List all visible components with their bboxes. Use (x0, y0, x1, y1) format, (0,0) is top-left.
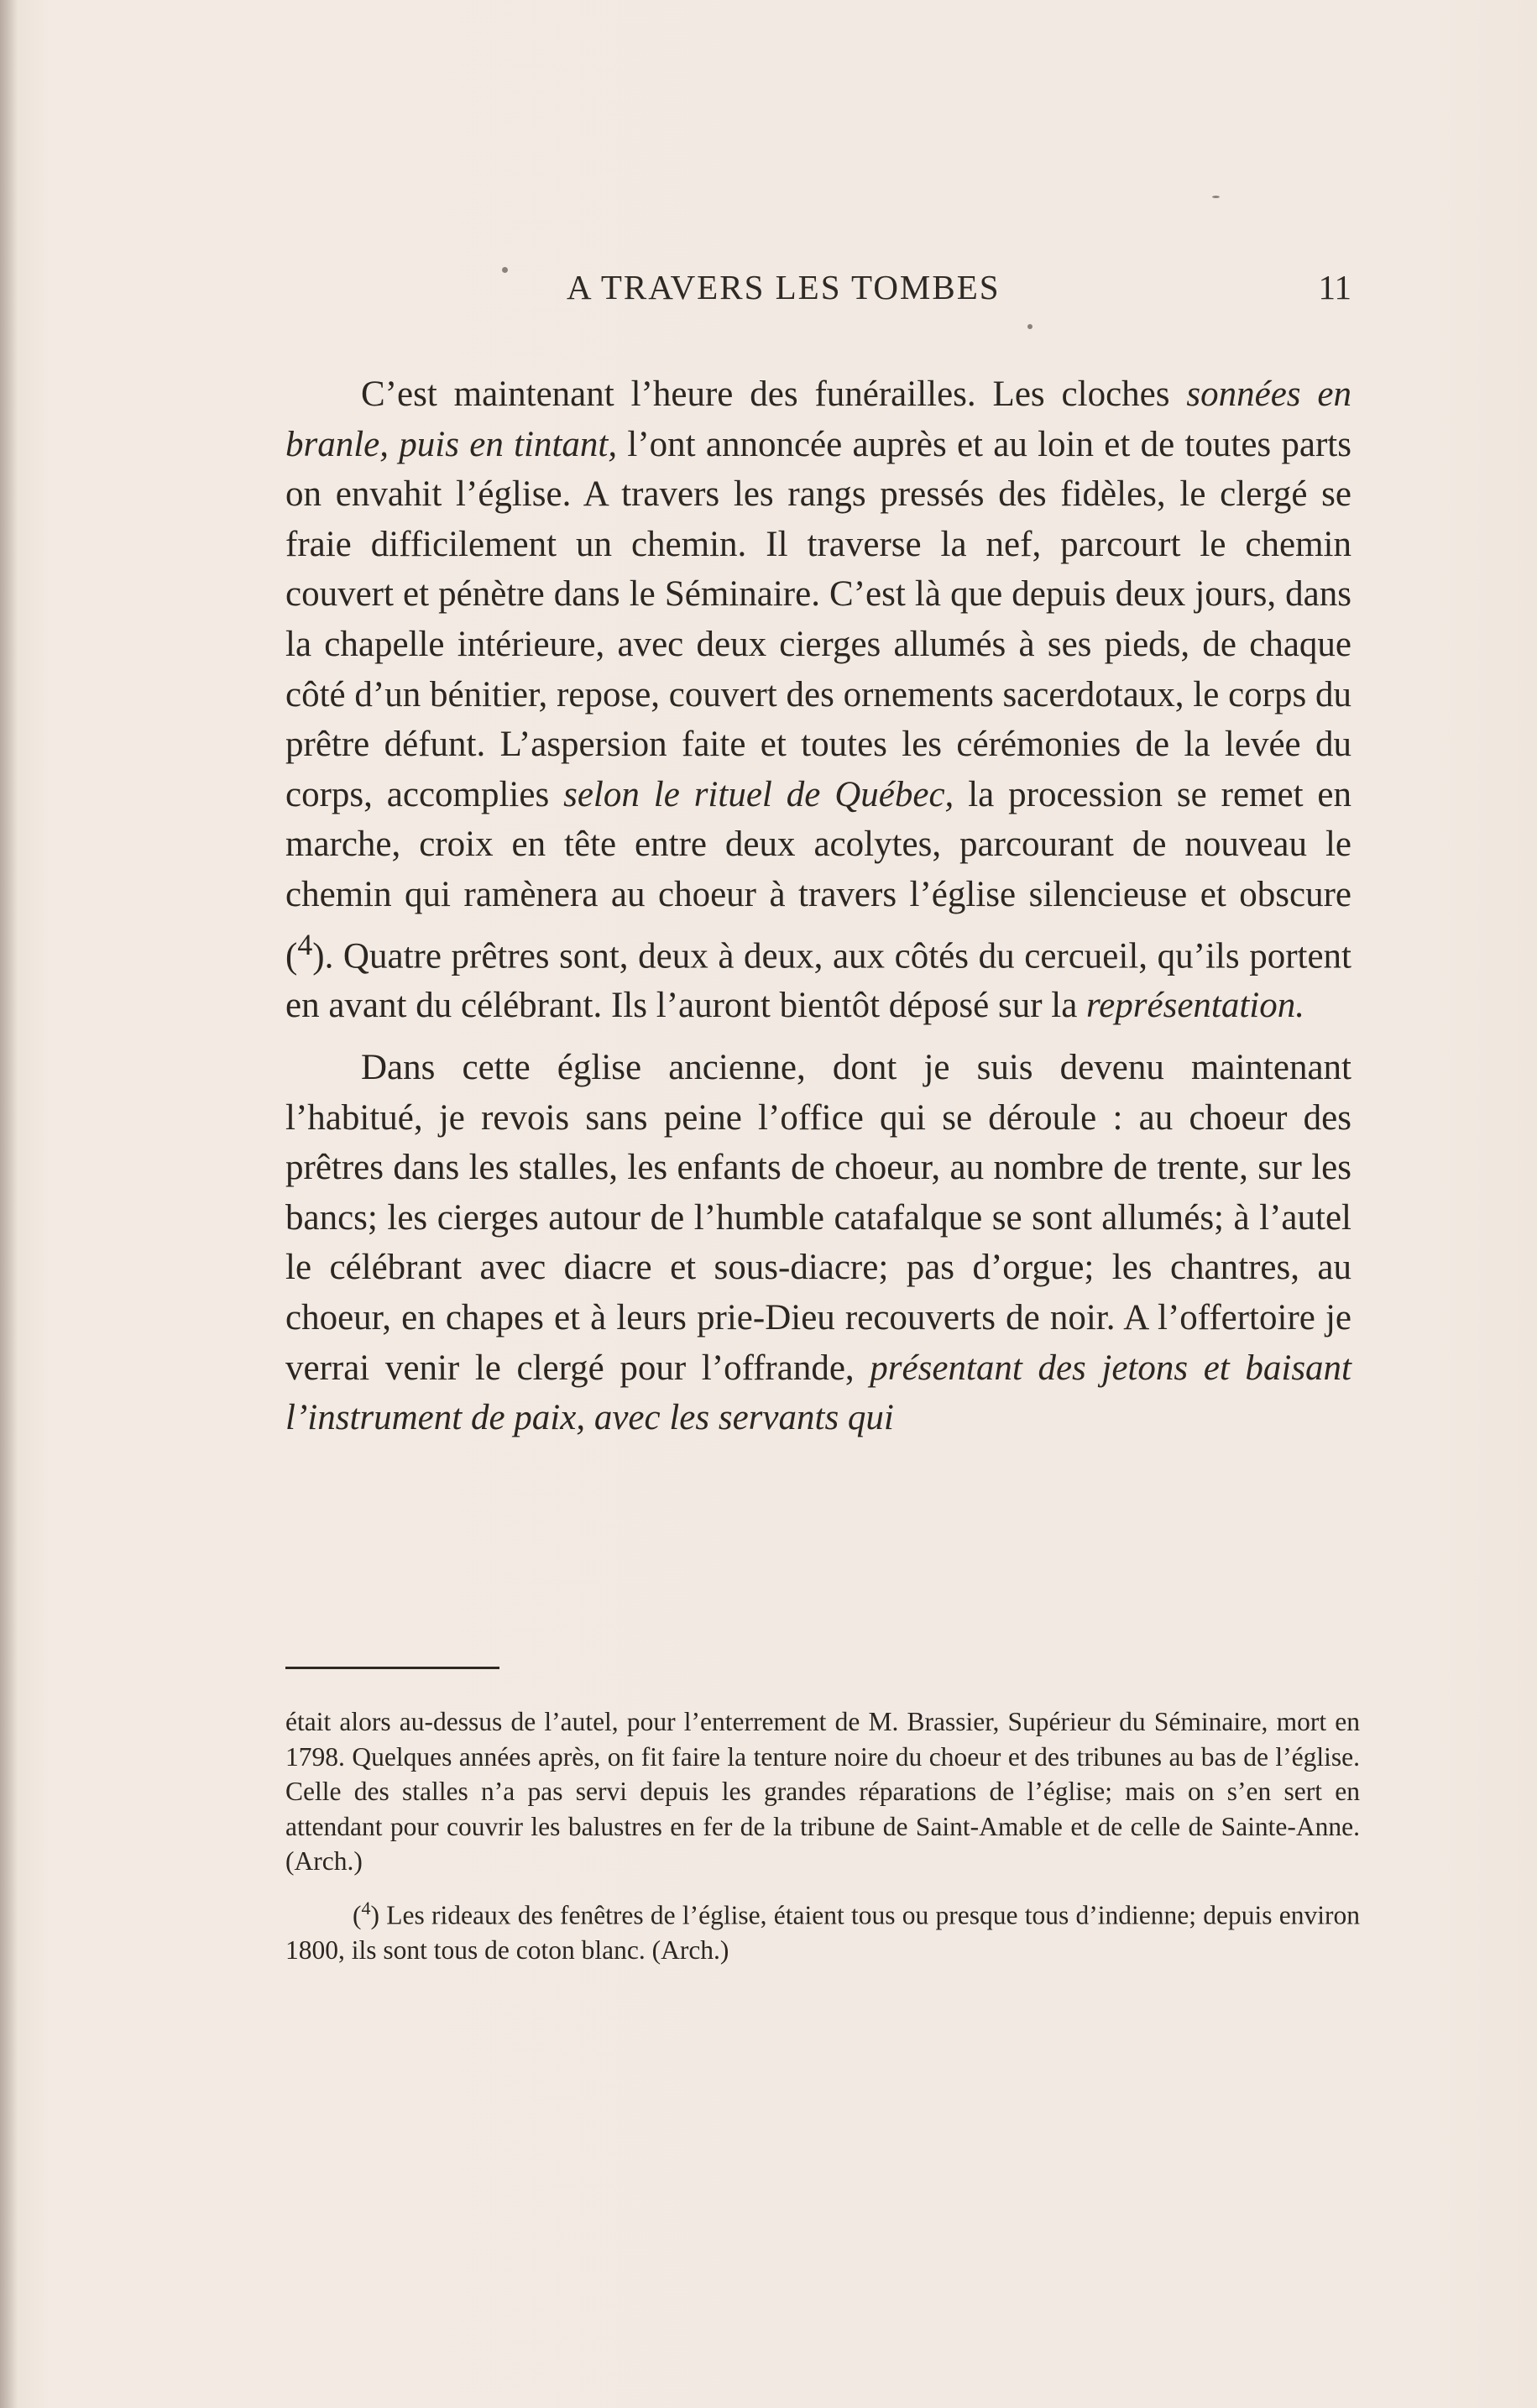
italic-run: sonnées en branle, puis en tintant, (285, 374, 1351, 464)
italic-run: présentant des jetons et baisant l’instrument de paix, avec les servants qui (285, 1348, 1351, 1438)
main-text (285, 369, 1351, 1443)
footnote-reference: 4 (297, 927, 313, 961)
text-run: ). Quatre prêtres sont, deux à deux, aux côtés du cercueil, qu’ils portent en avant du célébrant. Ils l’auront bientôt déposé sur la (285, 935, 1351, 1026)
running-head (285, 267, 1351, 317)
italic-run: selon le rituel de Québec, (563, 774, 954, 814)
page-number: 11 (1318, 268, 1351, 306)
text-run: la procession se remet en marche, croix en tête entre deux acolytes, parcourant de nouveau le chemin qui ramènera au choeur à travers l’église silencieuse et obscure ( (285, 774, 1351, 976)
text-run: C’est maintenant l’heure des funérailles. Les cloches (361, 374, 1187, 414)
paragraph-1 (285, 369, 1351, 1031)
running-title: A TRAVERS LES TOMBES (567, 268, 1001, 306)
footnotes (285, 1704, 1360, 1967)
footnote-4: ($^4$) Les rideaux des fenêtres de l’église, étaient tous ou presque tous d’indienne; depuis environ 1800, ils sont tous de coton blanc. (Arch.) (285, 1897, 1360, 1965)
footnote-text: Les rideaux des fenêtres de l’église, étaient tous ou presque tous d’indienne; depuis environ 1800, ils sont tous de coton blanc. (Arch.) (285, 1900, 1360, 1965)
paragraph-2 (285, 1043, 1351, 1443)
text-run: l’ont annoncée auprès et au loin et de toutes parts on envahit l’église. A travers les rangs pressés des fidèles, le clergé se fraie difficilement un chemin. Il traverse la nef, parcourt le chemin couvert et pénètre dans le Séminaire. C’est là que depuis deux jours, dans la chapelle intérieure, avec deux cierges allumés à ses pieds, de chaque côté d’un bénitier, repose, couvert des ornements sacerdotaux, le corps du prêtre défunt. L’aspersion faite et toutes les cérémonies de la levée du corps, accomplies (285, 424, 1351, 814)
italic-run: représentation. (1086, 986, 1304, 1026)
footnote-marker: 4 (361, 1897, 371, 1919)
gutter-shadow (0, 0, 18, 2408)
print-speck (1212, 196, 1220, 198)
footnote-rule (285, 1667, 499, 1669)
print-speck (1027, 324, 1033, 329)
text-run: Dans cette église ancienne, dont je suis devenu maintenant l’habitué, je revois sans peine l’office qui se déroule : au choeur des prêtres dans les stalles, les enfants de choeur, au nombre de trente, sur les bancs; les cierges autour de l’humble catafalque se sont allumés; à l’autel le célébrant avec diacre et sous-diacre; pas d’orgue; les chantres, au choeur, en chapes et à leurs prie-Dieu recouverts de noir. A l’offertoire je verrai venir le clergé pour l’offrande, (285, 1048, 1351, 1388)
footnote-continued: était alors au-dessus de l’autel, pour l’enterrement de M. Brassier, Supérieur du Séminaire, mort en 1798. Quelques années après, on fit faire la tenture noire du choeur et des tribunes au bas de l’église. Celle des stalles n’a pas servi depuis les grandes réparations de l’église; mais on s’en sert en attendant pour couvrir les balustres en fer de la tribune de Saint-Amable et de celle de Sainte-Anne. (Arch.) (285, 1707, 1360, 1876)
